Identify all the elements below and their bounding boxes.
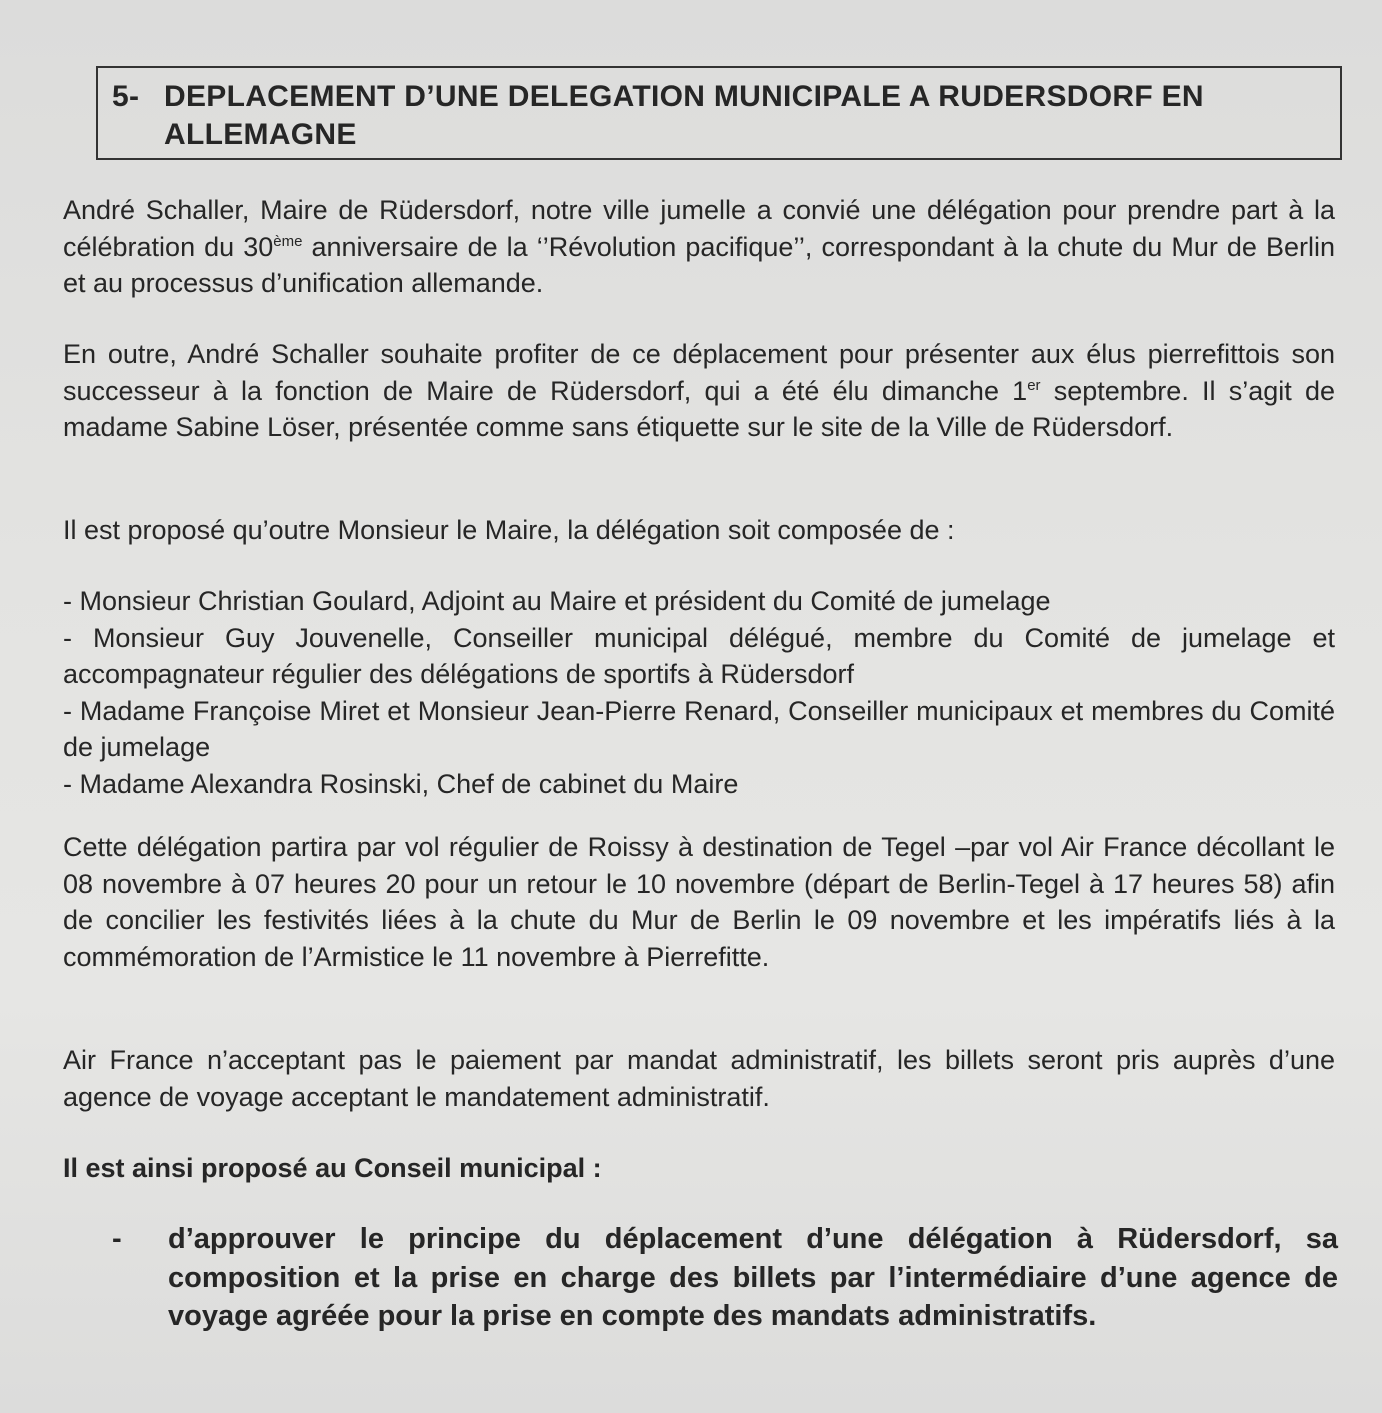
superscript-eme: ème bbox=[273, 232, 303, 250]
paragraph-payment: Air France n’acceptant pas le paiement par mandat administratif, les billets seront pris auprès d’une agence de voyage acceptant le mandatement administratif. bbox=[63, 1045, 1335, 1112]
section-title: DEPLACEMENT D’UNE DELEGATION MUNICIPALE A RUDERSDORF EN ALLEMAGNE bbox=[164, 80, 1204, 151]
proposal-intro: Il est ainsi proposé au Conseil municipal : bbox=[63, 1153, 602, 1183]
paragraph-invitation bbox=[63, 192, 1335, 302]
list-item: - Madame Alexandra Rosinski, Chef de cabinet du Maire bbox=[63, 768, 739, 799]
paragraph-composition: Il est proposé qu’outre Monsieur le Maire, la délégation soit composée de : bbox=[63, 515, 955, 545]
paragraph-flight: Cette délégation partira par vol régulier de Roissy à destination de Tegel –par vol Air France décollant le 08 novembre à 07 heures 20 pour un retour le 10 novembre (départ de Berlin-Tegel à 17 heures 58) afin de concilier les festivités liées à la chute du Mur de Berlin le 09 novembre et les impératifs liés à la commémoration de l’Armistice le 11 novembre à Pierrefitte. bbox=[63, 832, 1335, 972]
resolution-dash: - bbox=[112, 1223, 122, 1255]
paragraph-invitation-part2: anniversaire de la ‘’Révolution pacifique’’, correspondant à la chute du Mur de Berlin et au processus d’unification allemande. bbox=[63, 231, 1336, 298]
list-item: - Monsieur Guy Jouvenelle, Conseiller municipal délégué, membre du Comité de jumelage et accompagnateur régulier des délégations de sportifs à Rüdersdorf bbox=[63, 622, 1335, 689]
section-heading-box bbox=[96, 66, 1342, 160]
list-item: - Madame Françoise Miret et Monsieur Jean-Pierre Renard, Conseiller municipaux et membres du Comité de jumelage bbox=[63, 695, 1335, 762]
list-item: - Monsieur Christian Goulard, Adjoint au Maire et président du Comité de jumelage bbox=[63, 586, 1051, 616]
paragraph-successor-part2: septembre. Il s’agit de madame Sabine Löser, présentée comme sans étiquette sur le site de la Ville de Rüdersdorf. bbox=[63, 375, 1336, 442]
paragraph-successor bbox=[63, 336, 1335, 446]
resolution-text: d’approuver le principe du déplacement d’une délégation à Rüdersdorf, sa composition et la prise en charge des billets par l’intermédiaire d’une agence de voyage agréée pour la prise en compte des mandats administratifs. bbox=[168, 1223, 1338, 1332]
delegation-list bbox=[63, 583, 1335, 802]
paragraph-invitation-part1: André Schaller, Maire de Rüdersdorf, notre ville jumelle a convié une délégation pour prendre part à la célébration du 30 bbox=[63, 195, 1335, 262]
section-number: 5- bbox=[112, 80, 140, 113]
paragraph-successor-part1: En outre, André Schaller souhaite profiter de ce déplacement pour présenter aux élus pierrefittois son successeur à la fonction de Maire de Rüdersdorf, qui a été élu dimanche 1 bbox=[63, 339, 1335, 406]
superscript-er: er bbox=[1027, 376, 1041, 394]
